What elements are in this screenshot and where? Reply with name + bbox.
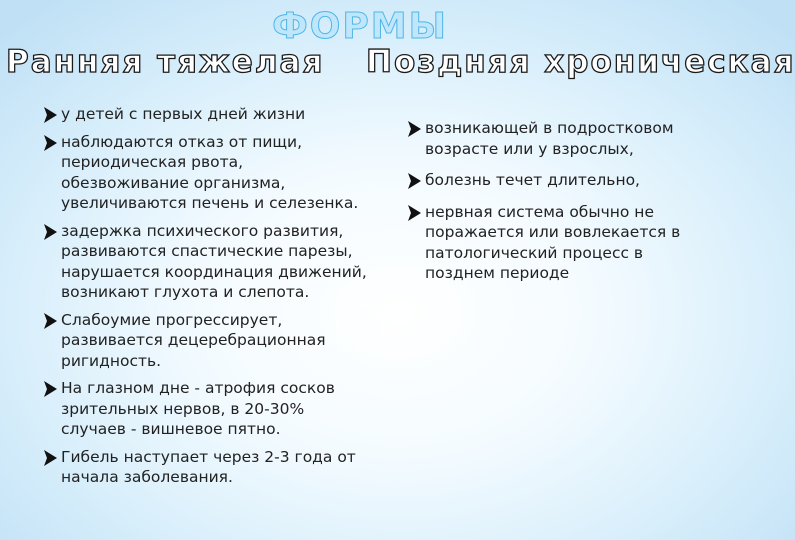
item-text: Слабоумие прогрессирует, развивается децеребрационная ригидность.	[61, 310, 326, 370]
arrow-bullet-icon	[44, 107, 57, 123]
list-item	[44, 221, 374, 303]
item-text: болезнь течет длительно,	[425, 171, 640, 189]
arrow-bullet-icon	[408, 173, 421, 189]
list-item	[408, 202, 708, 284]
arrow-bullet-icon	[408, 205, 421, 221]
arrow-bullet-icon	[44, 313, 57, 329]
arrow-bullet-icon	[44, 135, 57, 151]
list-item	[44, 104, 374, 125]
list-item	[408, 118, 708, 159]
item-text: Гибель наступает через 2-3 года от начала заболевания.	[61, 447, 356, 486]
arrow-bullet-icon	[44, 224, 57, 240]
slide-title: ФОРМЫ	[272, 6, 448, 47]
list-item	[44, 447, 374, 488]
late-form-list	[408, 118, 708, 295]
item-text: возникающей в подростковом возрасте или у взрослых,	[425, 119, 674, 158]
arrow-bullet-icon	[44, 450, 57, 466]
arrow-bullet-icon	[408, 121, 421, 137]
list-item	[44, 378, 374, 440]
early-form-list	[44, 104, 374, 495]
item-text: задержка психического развития, развиваются спастические парезы, нарушается координация движений, возникают глухота и слепота.	[61, 221, 367, 301]
item-text: у детей с первых дней жизни	[61, 105, 306, 123]
item-text: На глазном дне - атрофия сосков зрительных нервов, в 20-30% случаев - вишневое пятно.	[61, 379, 335, 438]
list-item	[408, 170, 708, 191]
item-text: нервная система обычно не поражается или вовлекается в патологический процесс в позднем периоде	[425, 202, 681, 282]
column-heading-early: Ранняя тяжелая	[6, 44, 325, 80]
column-heading-late: Поздняя хроническая	[366, 44, 795, 80]
arrow-bullet-icon	[44, 381, 57, 397]
list-item	[44, 310, 374, 372]
item-text: наблюдаются отказ от пищи, периодическая рвота, обезвоживание организма, увеличиваются печень и селезенка.	[61, 132, 359, 212]
list-item	[44, 132, 374, 214]
